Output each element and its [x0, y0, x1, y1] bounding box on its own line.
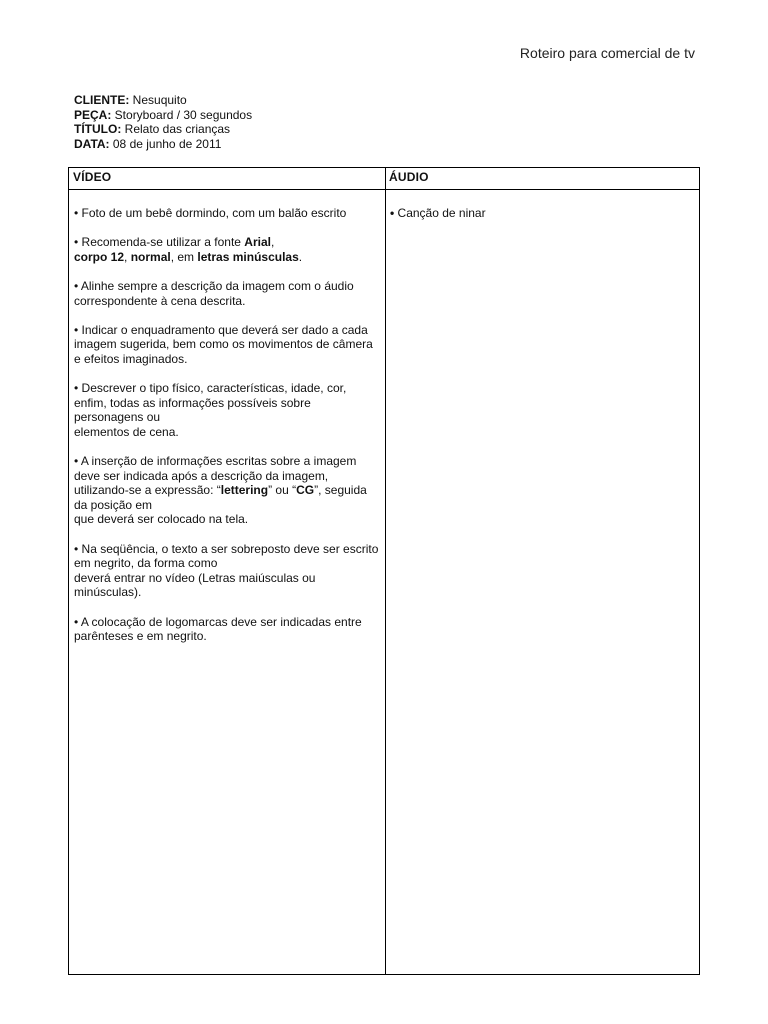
- date-value: 08 de junho de 2011: [109, 136, 222, 151]
- piece-label: PEÇA:: [74, 107, 112, 122]
- client-value: Nesuquito: [129, 93, 187, 107]
- video-paragraph: • A colocação de logomarcas deve ser indicadas entre parênteses e em negrito.: [74, 614, 362, 644]
- bold-text: corpo 12: [74, 249, 125, 264]
- text-segment: • Recomenda-se utilizar a fonte: [74, 235, 245, 250]
- video-paragraph: [74, 454, 380, 527]
- date-label: DATA:: [74, 136, 110, 151]
- text-segment: que deverá ser colocado na tela.: [74, 512, 249, 527]
- text-segment: Canção de ninar: [394, 206, 486, 220]
- column-divider: [385, 168, 386, 974]
- text-segment: • Na seqüência, o texto a ser sobreposto deve ser escrito em negrito, da forma como: [74, 541, 379, 571]
- video-column-content: [74, 206, 380, 658]
- bold-text: CG: [296, 483, 315, 498]
- text-segment: • Descrever o tipo físico, características, idade, cor, enfim, todas as informações possíveis sobre personagens ou: [74, 381, 347, 425]
- video-paragraph: • Foto de um bebê dormindo, com um balão escrito: [74, 206, 347, 220]
- video-column-header: VÍDEO: [73, 170, 112, 184]
- document-title: Roteiro para comercial de tv: [519, 45, 695, 61]
- video-paragraph: [74, 542, 380, 600]
- audio-paragraph: [390, 206, 690, 221]
- piece-row: [74, 108, 252, 123]
- text-segment: ” ou “: [268, 483, 297, 498]
- video-paragraph: • Alinhe sempre a descrição da imagem com o áudio correspondente à cena descrita.: [74, 278, 354, 308]
- audio-column-header: ÁUDIO: [389, 170, 429, 184]
- text-segment: ,: [270, 235, 275, 250]
- text-segment: elementos de cena.: [74, 424, 179, 439]
- video-paragraph: [74, 381, 380, 439]
- bold-text: normal: [130, 249, 171, 264]
- video-paragraph: • Indicar o enquadramento que deverá ser dado a cada imagem sugerida, bem como os movimentos de câmera e efeitos imaginados.: [74, 322, 373, 366]
- text-segment: .: [298, 249, 303, 264]
- bold-text: letras minúsculas: [197, 249, 299, 264]
- title-row: [74, 122, 252, 137]
- client-row: [74, 93, 252, 108]
- metadata-block: [74, 93, 252, 151]
- title-value: Relato das crianças: [121, 122, 231, 137]
- text-segment: ”, seguida da posição em: [74, 483, 367, 512]
- audio-column-content: [390, 206, 690, 235]
- client-label: CLIENTE:: [74, 93, 130, 107]
- text-segment: • A inserção de informações escritas sobre a imagem deve ser indicada após a descrição da imagem, utilizando-se a expressão: “: [74, 454, 357, 498]
- video-paragraph: [74, 235, 380, 264]
- bold-text: Arial: [244, 235, 271, 250]
- text-segment: deverá entrar no vídeo (Letras maiúsculas ou minúsculas).: [74, 570, 316, 600]
- title-label: TÍTULO:: [74, 122, 122, 137]
- piece-value: Storyboard / 30 segundos: [111, 107, 253, 122]
- script-table: [68, 167, 700, 975]
- text-segment: ,: [124, 249, 131, 264]
- text-segment: , em: [170, 249, 198, 264]
- header-divider: [69, 189, 699, 190]
- date-row: [74, 137, 252, 152]
- bullet-icon: •: [390, 206, 395, 220]
- bold-text: lettering: [220, 483, 269, 498]
